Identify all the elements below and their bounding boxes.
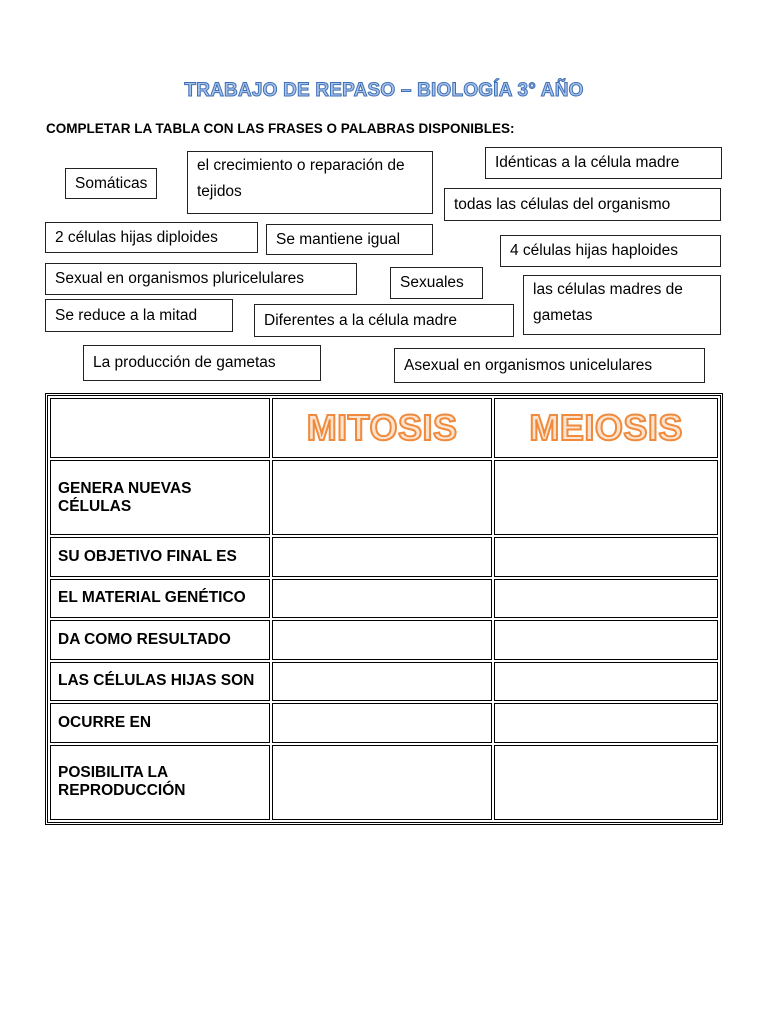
meiosis-answer-cell[interactable] xyxy=(494,620,718,660)
meiosis-answer-cell[interactable] xyxy=(494,537,718,577)
word-chip-produccion: La producción de gametas xyxy=(83,345,321,381)
table-row xyxy=(50,703,718,743)
comparison-table xyxy=(45,393,723,825)
word-chip-mantiene: Se mantiene igual xyxy=(266,224,433,255)
word-chip-crecimiento: el crecimiento o reparación de tejidos xyxy=(187,151,433,214)
column-header-meiosis xyxy=(494,398,718,458)
mitosis-answer-cell[interactable] xyxy=(272,745,492,820)
word-chip-todas: todas las células del organismo xyxy=(444,188,721,221)
word-chip-haploides: 4 células hijas haploides xyxy=(500,235,721,267)
word-chip-asexual-unicelulares: Asexual en organismos unicelulares xyxy=(394,348,705,383)
row-label: EL MATERIAL GENÉTICO xyxy=(50,579,270,619)
meiosis-answer-cell[interactable] xyxy=(494,460,718,535)
table-corner-cell xyxy=(50,398,270,458)
row-label: SU OBJETIVO FINAL ES xyxy=(50,537,270,577)
word-chip-diferentes: Diferentes a la célula madre xyxy=(254,304,514,337)
table-row xyxy=(50,662,718,702)
column-header-mitosis xyxy=(272,398,492,458)
meiosis-heading: MEIOSIS xyxy=(529,407,683,448)
table-row xyxy=(50,620,718,660)
meiosis-answer-cell[interactable] xyxy=(494,703,718,743)
word-chip-madres-gametas: las células madres de gametas xyxy=(523,275,721,335)
mitosis-answer-cell[interactable] xyxy=(272,703,492,743)
word-chip-diploides: 2 células hijas diploides xyxy=(45,222,258,253)
mitosis-answer-cell[interactable] xyxy=(272,537,492,577)
row-label: LAS CÉLULAS HIJAS SON xyxy=(50,662,270,702)
mitosis-answer-cell[interactable] xyxy=(272,579,492,619)
row-label: DA COMO RESULTADO xyxy=(50,620,270,660)
table-row xyxy=(50,745,718,820)
instruction-text: COMPLETAR LA TABLA CON LAS FRASES O PALABRAS DISPONIBLES: xyxy=(46,121,515,136)
word-chip-sexual-pluricelulares: Sexual en organismos pluricelulares xyxy=(45,263,357,295)
page-title: TRABAJO DE REPASO – BIOLOGÍA 3° AÑO xyxy=(184,80,584,101)
row-label: POSIBILITA LA REPRODUCCIÓN xyxy=(50,745,270,820)
mitosis-answer-cell[interactable] xyxy=(272,460,492,535)
table-row xyxy=(50,579,718,619)
meiosis-answer-cell[interactable] xyxy=(494,662,718,702)
word-chip-somaticas: Somáticas xyxy=(65,168,157,199)
table-row xyxy=(50,537,718,577)
table-header-row xyxy=(50,398,718,458)
mitosis-answer-cell[interactable] xyxy=(272,620,492,660)
word-chip-sexuales: Sexuales xyxy=(390,267,483,299)
word-chip-identicas: Idénticas a la célula madre xyxy=(485,147,722,179)
row-label: OCURRE EN xyxy=(50,703,270,743)
table-row xyxy=(50,460,718,535)
row-label: GENERA NUEVAS CÉLULAS xyxy=(50,460,270,535)
meiosis-answer-cell[interactable] xyxy=(494,745,718,820)
mitosis-heading: MITOSIS xyxy=(306,407,458,448)
mitosis-answer-cell[interactable] xyxy=(272,662,492,702)
meiosis-answer-cell[interactable] xyxy=(494,579,718,619)
word-chip-reduce: Se reduce a la mitad xyxy=(45,299,233,332)
